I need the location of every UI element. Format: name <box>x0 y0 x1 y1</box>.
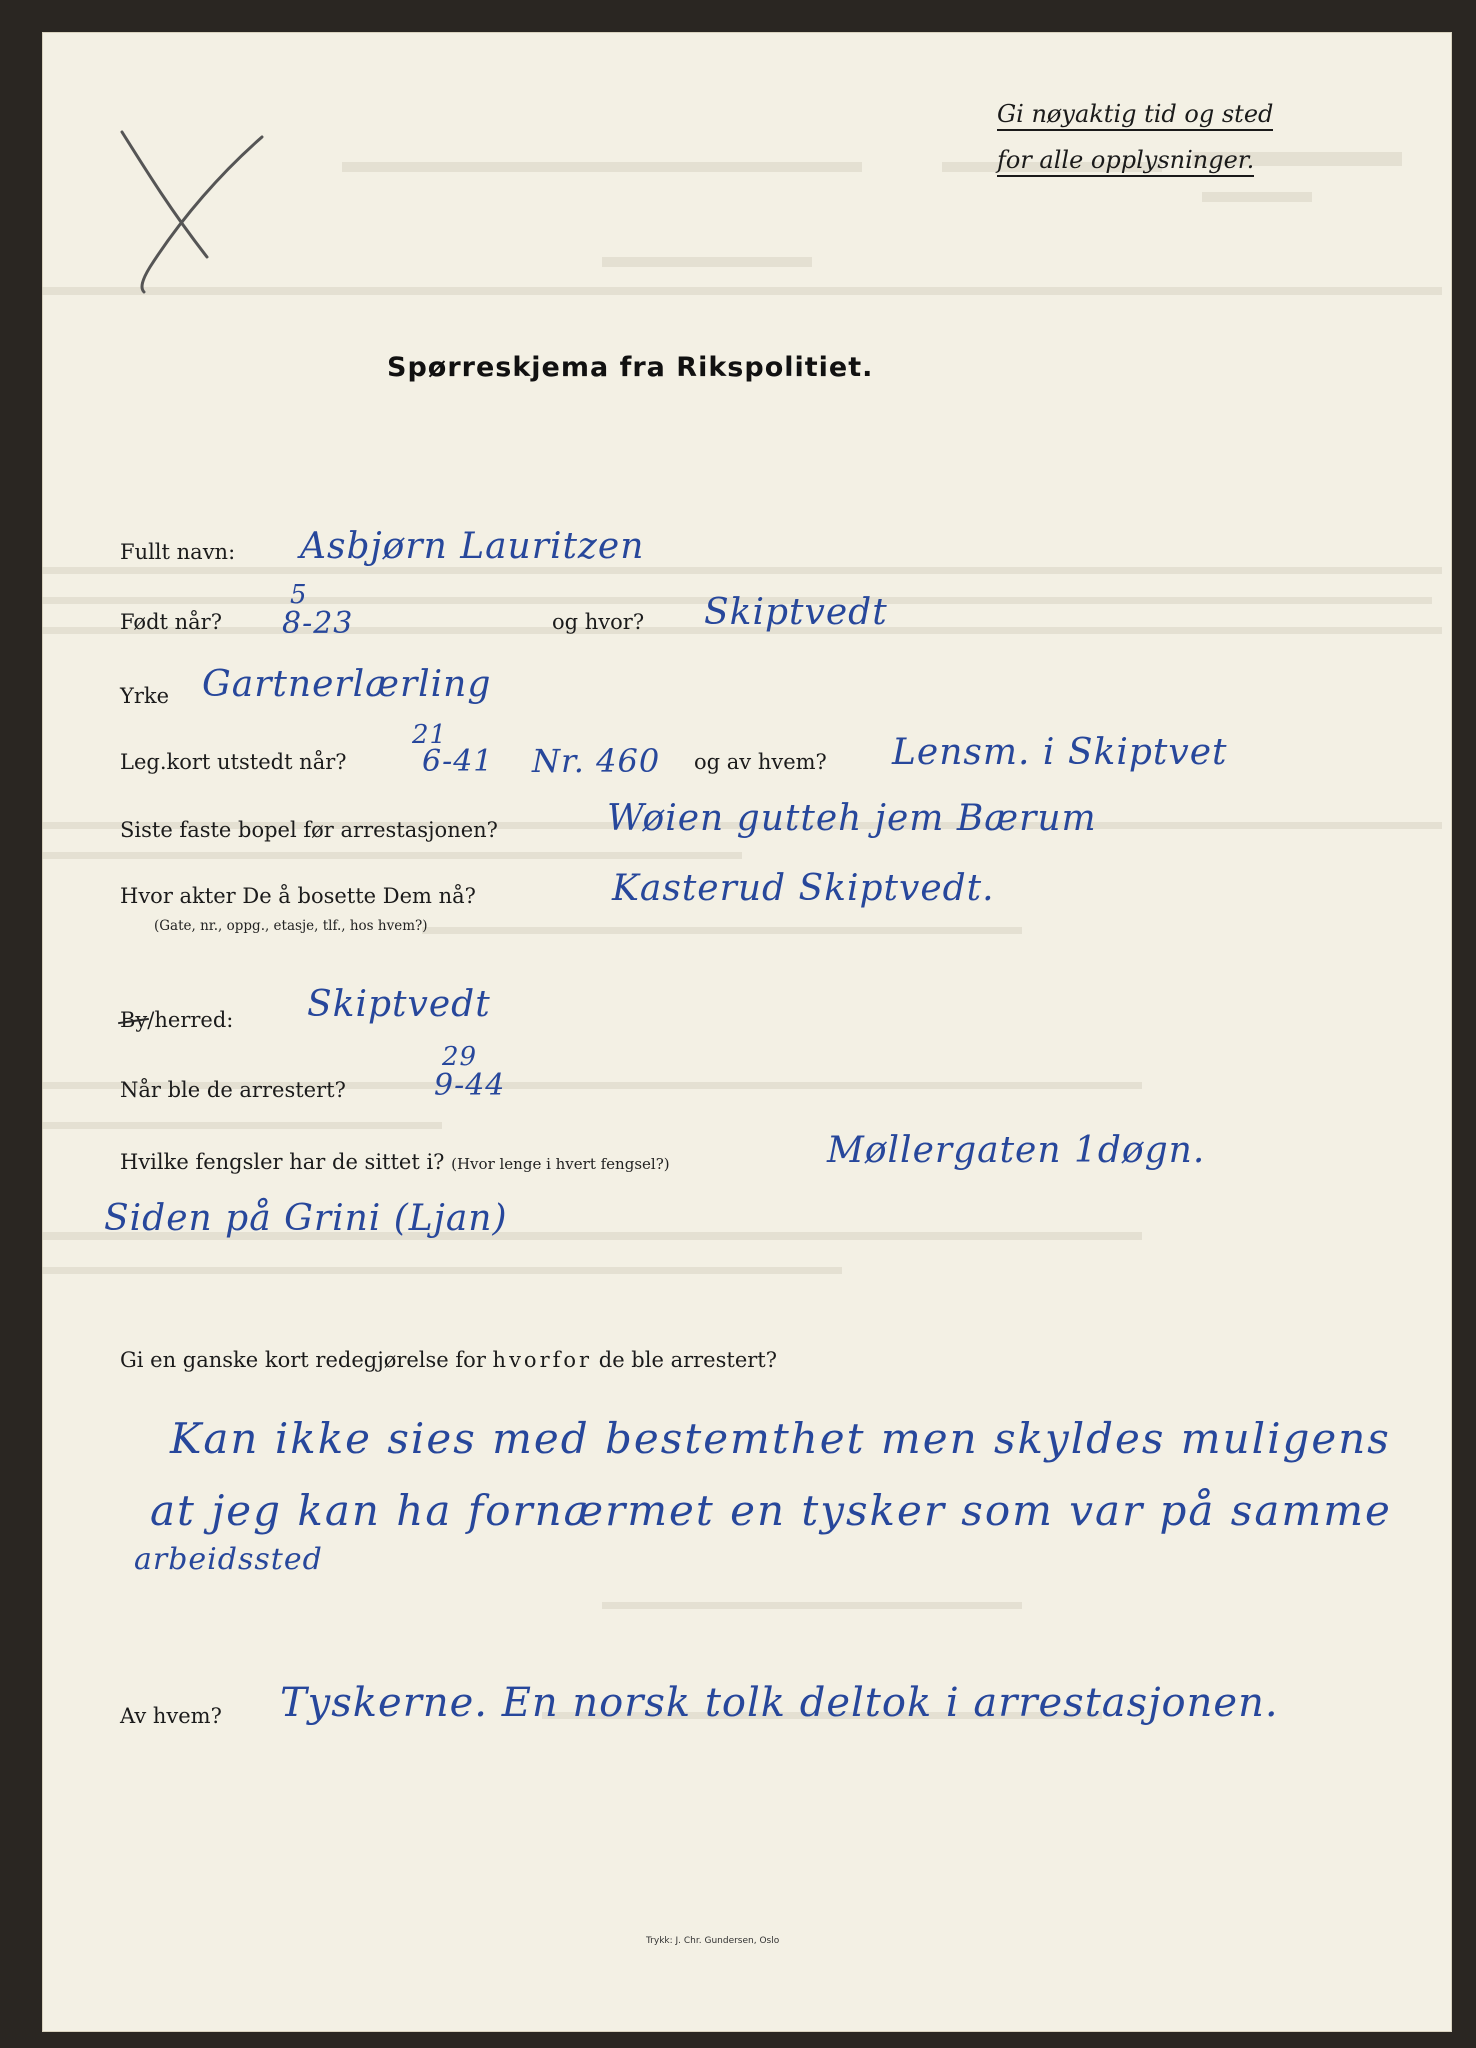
settle-label: Hvor akter De å bosette Dem nå? <box>120 884 476 908</box>
reason-label-suffix: de ble arrestert? <box>598 1348 777 1372</box>
born-where-label: og hvor? <box>552 610 645 634</box>
born-when-date: 8-23 <box>282 606 354 641</box>
id-card-by-label: og av hvem? <box>694 750 827 774</box>
prisons-label <box>120 1150 670 1174</box>
id-card-when-label: Leg.kort utstedt når? <box>120 750 347 774</box>
x-mark <box>102 92 282 302</box>
arrested-date: 9-44 <box>434 1068 506 1103</box>
occupation-value: Gartnerlærling <box>202 664 492 705</box>
reason-line-1: Kan ikke sies med bestemthet men skyldes muligens <box>170 1414 1391 1463</box>
settle-value: Kasterud Skiptvedt. <box>612 868 995 909</box>
full-name-label: Fullt navn: <box>120 540 236 564</box>
prisons-label-main: Hvilke fengsler har de sittet i? <box>120 1150 445 1174</box>
settle-sublabel: (Gate, nr., oppg., etasje, tlf., hos hvem?) <box>154 918 428 934</box>
municipality-label-rest: /herred: <box>147 1008 234 1032</box>
reason-line-2: at jeg kan ha fornærmet en tysker som var på samme <box>150 1486 1392 1535</box>
reason-label <box>120 1348 777 1372</box>
id-card-day: 21 <box>412 720 448 750</box>
by-whom-value: Tyskerne. En norsk tolk deltok i arrestasjonen. <box>280 1680 1279 1726</box>
municipality-label <box>120 1008 233 1032</box>
notice-line-1: Gi nøyaktig tid og sted <box>997 100 1273 131</box>
reason-line-3: arbeidssted <box>134 1542 323 1577</box>
instruction-notice <box>997 100 1377 190</box>
prisons-sublabel: (Hvor lenge i hvert fengsel?) <box>451 1155 670 1173</box>
id-card-date: 6-41 <box>422 744 494 779</box>
form-page <box>42 32 1452 2032</box>
id-card-number: Nr. 460 <box>532 742 661 780</box>
by-whom-label: Av hvem? <box>120 1704 222 1728</box>
id-card-by-value: Lensm. i Skiptvet <box>892 732 1228 773</box>
form-title: Spørreskjema fra Rikspolitiet. <box>387 352 874 383</box>
occupation-label: Yrke <box>120 684 170 708</box>
arrested-day: 29 <box>442 1042 478 1072</box>
last-address-label: Siste faste bopel før arrestasjonen? <box>120 818 498 842</box>
reason-label-prefix: Gi en ganske kort redegjørelse for <box>120 1348 486 1372</box>
last-address-value: Wøien gutteh jem Bærum <box>607 798 1097 839</box>
municipality-label-struck: By <box>120 1008 148 1032</box>
arrested-when-label: Når ble de arrestert? <box>120 1078 346 1102</box>
full-name-value: Asbjørn Lauritzen <box>300 526 645 567</box>
prisons-value: Møllergaten 1døgn. <box>827 1130 1206 1171</box>
born-when-label: Født når? <box>120 610 222 634</box>
municipality-value: Skiptvedt <box>307 984 491 1025</box>
printer-imprint: Trykk: J. Chr. Gundersen, Oslo <box>646 1936 780 1946</box>
bleed-through <box>42 32 1452 2032</box>
notice-line-2: for alle opplysninger. <box>997 146 1254 177</box>
born-when-day: 5 <box>290 580 308 610</box>
prisons-value-line2: Siden på Grini (Ljan) <box>104 1198 508 1239</box>
reason-label-emph: hvorfor <box>492 1348 593 1372</box>
born-where-value: Skiptvedt <box>704 592 888 633</box>
